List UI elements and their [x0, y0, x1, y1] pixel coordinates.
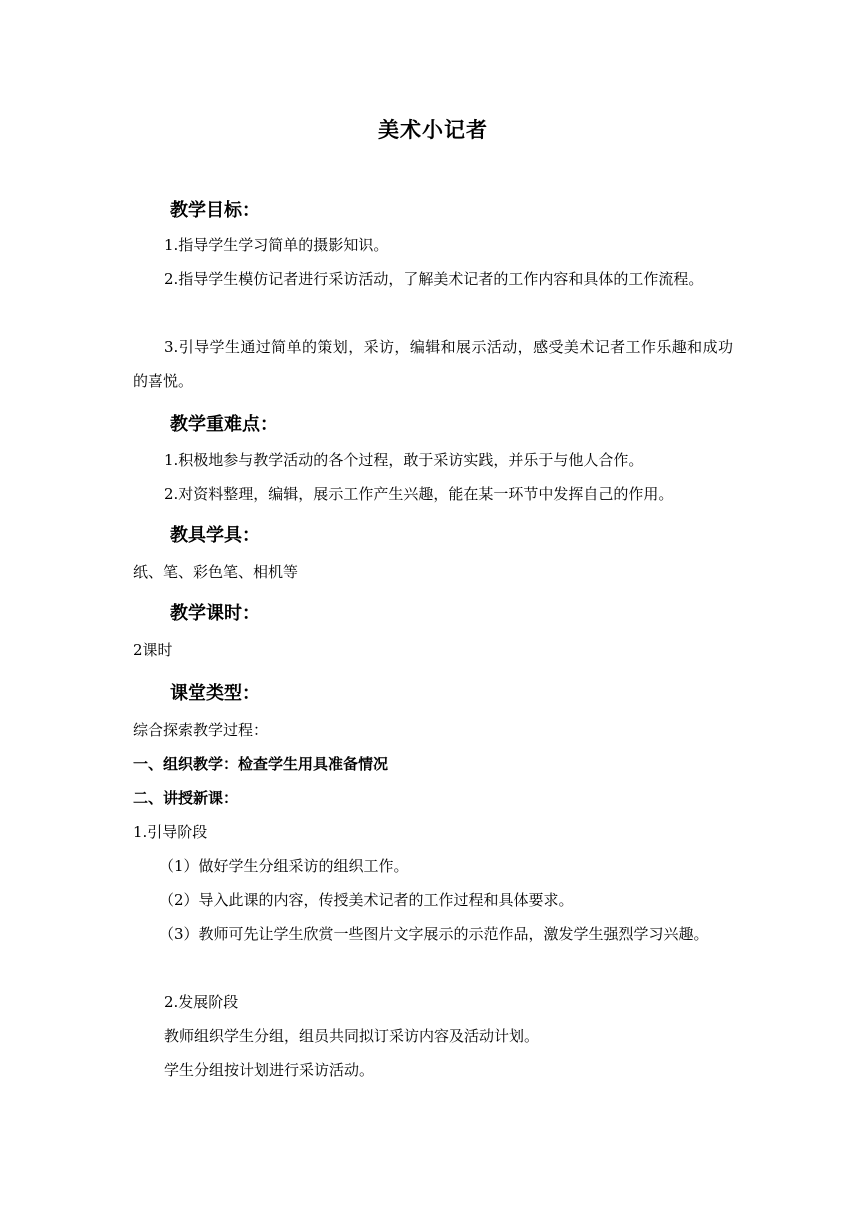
- phase-1-title: 1.引导阶段: [133, 823, 208, 841]
- key-point-item-1: 1.积极地参与教学活动的各个过程，敢于采访实践，并乐于与他人合作。: [164, 451, 644, 469]
- objectives-heading: 教学目标：: [170, 200, 260, 221]
- process-step-2: 二、讲授新课：: [133, 789, 239, 807]
- phase-1-item-1: （1）做好学生分组采访的组织工作。: [159, 857, 409, 875]
- phase-2-title: 2.发展阶段: [164, 993, 239, 1011]
- hours-text: 2课时: [133, 641, 173, 659]
- document-title: 美术小记者: [378, 118, 488, 142]
- objective-item-1: 1.指导学生学习简单的摄影知识。: [164, 236, 389, 254]
- key-point-item-2: 2.对资料整理，编辑，展示工作产生兴趣，能在某一环节中发挥自己的作用。: [164, 485, 674, 503]
- lesson-type-heading: 课堂类型：: [170, 683, 260, 704]
- objective-item-2: 2.指导学生模仿记者进行采访活动，了解美术记者的工作内容和具体的工作流程。: [164, 270, 704, 288]
- phase-2-item-2: 学生分组按计划进行采访活动。: [164, 1061, 375, 1079]
- tools-heading: 教具学具：: [170, 525, 260, 546]
- phase-1-item-2: （2）导入此课的内容，传授美术记者的工作过程和具体要求。: [159, 891, 574, 909]
- hours-heading: 教学课时：: [170, 603, 260, 624]
- objective-item-3: 3.引导学生通过简单的策划，采访，编辑和展示活动，感受美术记者工作乐趣和成功的喜悦。: [133, 338, 733, 390]
- key-points-heading: 教学重难点：: [170, 414, 278, 435]
- process-step-1: 一、组织教学：检查学生用具准备情况: [133, 755, 389, 773]
- tools-text: 纸、笔、彩色笔、相机等: [133, 563, 299, 581]
- phase-1-item-3: （3）教师可先让学生欣赏一些图片文字展示的示范作品，激发学生强烈学习兴趣。: [159, 925, 709, 943]
- lesson-type-text: 综合探索教学过程：: [133, 721, 269, 739]
- phase-2-item-1: 教师组织学生分组，组员共同拟订采访内容及活动计划。: [164, 1027, 540, 1045]
